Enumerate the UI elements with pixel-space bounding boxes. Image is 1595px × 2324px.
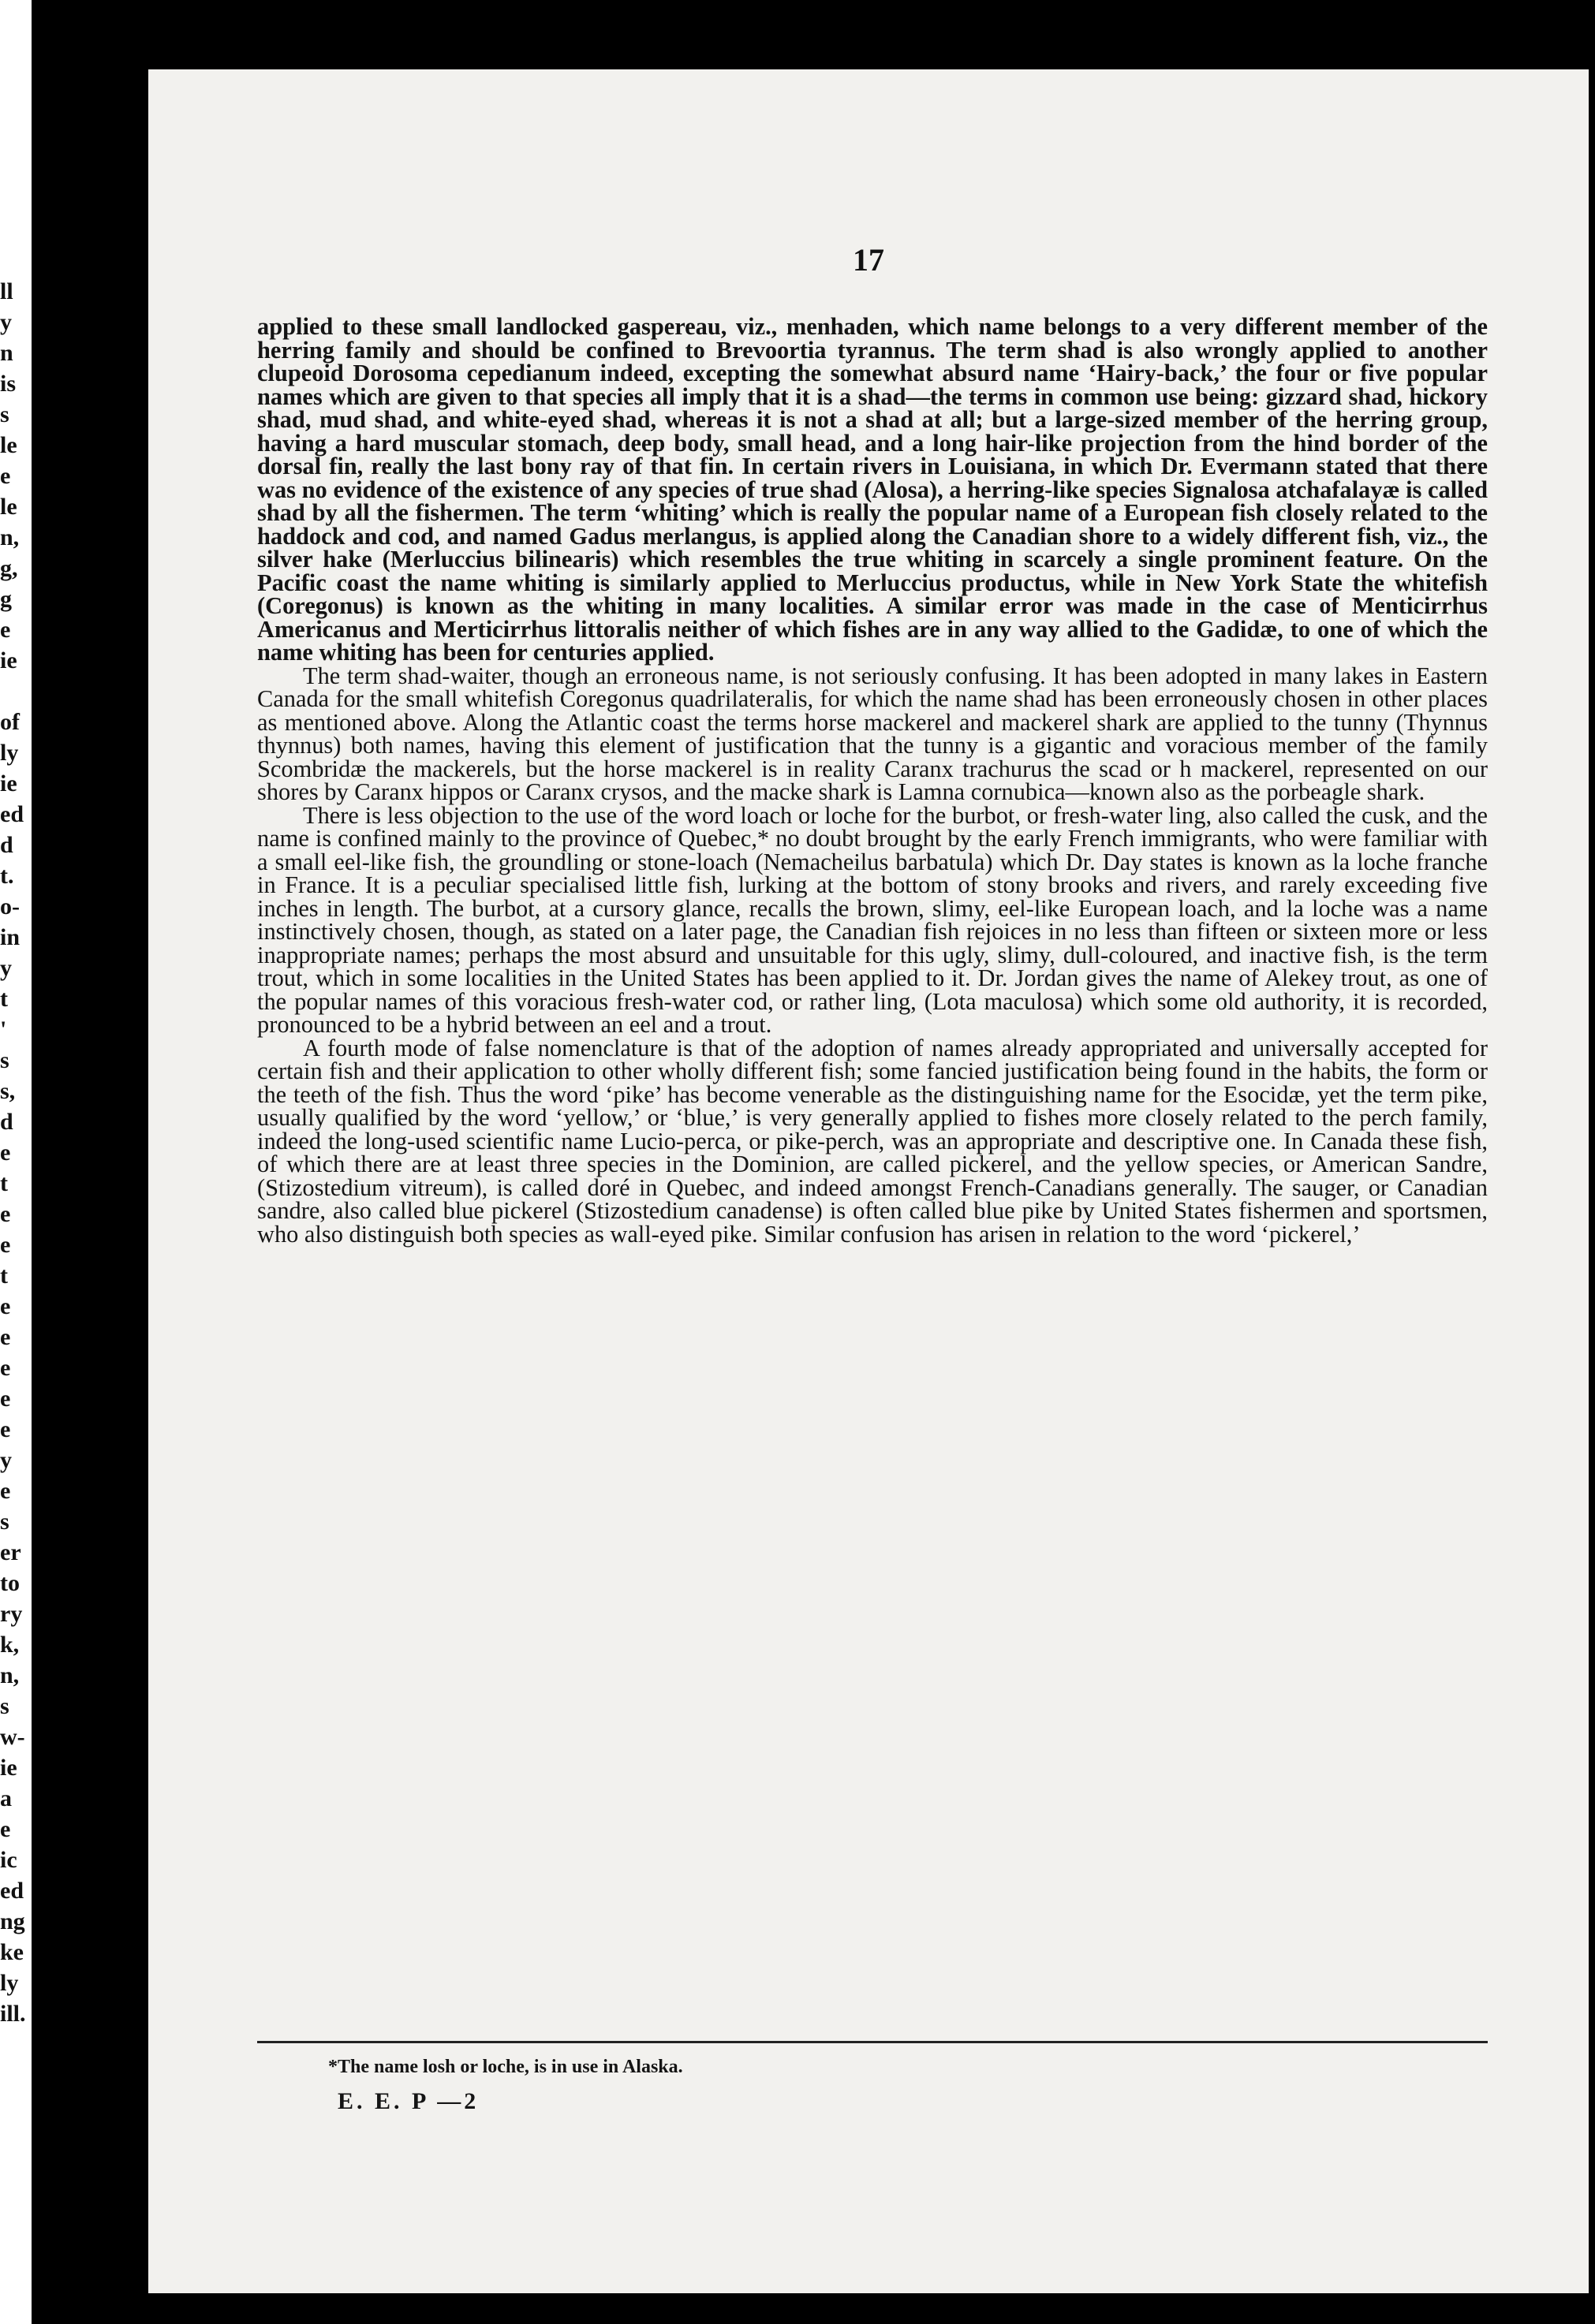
adjacent-page-fragment: ll [0, 278, 13, 304]
adjacent-page-fragment: t. [0, 863, 14, 889]
adjacent-page-text [0, 276, 32, 2029]
adjacent-page-fragment: s [0, 401, 9, 427]
adjacent-page-fragment: e [0, 1140, 11, 1166]
paragraph: The term shad-waiter, though an erroneous name, is not seriously confusing. It has been adopted in many lakes in Eastern Canada for the small whitefish Coregonus quadrilateralis, for which the name shad has been erroneously chosen in other places as mentioned above. Along the Atlantic coast the terms horse mackerel and mackerel shark are applied to the tunny (Thynnus thynnus) both names, having this element of justification that the tunny is a gigantic and voracious member of the family Scombridæ the mackerels, but the horse mackerel is in reality Caranx trachurus the scad or h mackerel, represented on our shores by Caranx hippos or Caranx crysos, and the macke shark is Lamna cornubica—known also as the porbeagle shark. [257, 662, 1488, 805]
adjacent-page-fragment: ' [0, 1017, 7, 1043]
signature-mark: E. E. P —2 [338, 2088, 480, 2114]
page-gutter [32, 0, 148, 2324]
adjacent-page-fragment: d [0, 1109, 13, 1135]
adjacent-page-fragment: s, [0, 1078, 16, 1104]
adjacent-page-fragment: w- [0, 1724, 25, 1750]
adjacent-page-fragment: a [0, 1785, 12, 1811]
adjacent-page-fragment: e [0, 617, 11, 643]
adjacent-page-fragment: e [0, 1416, 11, 1442]
adjacent-page-fragment: e [0, 1293, 11, 1319]
adjacent-page-fragment [0, 676, 32, 707]
adjacent-page-fragment: e [0, 1478, 11, 1504]
adjacent-page-fragment: s [0, 1693, 9, 1719]
adjacent-page-fragment: ry [0, 1601, 23, 1627]
adjacent-page-fragment: ie [0, 647, 17, 673]
adjacent-page-fragment: e [0, 1386, 11, 1412]
adjacent-page-fragment: e [0, 1201, 11, 1227]
adjacent-page-fragment: o- [0, 893, 20, 920]
adjacent-page-fragment: y [0, 309, 12, 335]
adjacent-page-fragment: to [0, 1570, 20, 1596]
adjacent-page-fragment: k, [0, 1632, 20, 1658]
adjacent-page-fragment: ie [0, 1755, 17, 1781]
adjacent-page-fragment: ly [0, 740, 19, 766]
adjacent-page-fragment: e [0, 463, 11, 489]
adjacent-page-fragment: n, [0, 524, 20, 550]
adjacent-page-fragment: ke [0, 1939, 24, 1965]
adjacent-page-fragment: of [0, 709, 20, 735]
adjacent-page-fragment: ie [0, 770, 17, 796]
adjacent-page-fragment: le [0, 494, 17, 520]
page-number: 17 [853, 242, 884, 278]
adjacent-page-fragment: t [0, 986, 8, 1012]
adjacent-page-fragment: ed [0, 801, 24, 827]
footnote: *The name losh or loche, is in use in Alaska. [328, 2057, 683, 2077]
adjacent-page-fragment: n, [0, 1662, 20, 1688]
adjacent-page-fragment: e [0, 1355, 11, 1381]
adjacent-page-fragment: ic [0, 1847, 17, 1873]
adjacent-page-fragment: ed [0, 1878, 24, 1904]
adjacent-page-fragment: g, [0, 555, 18, 581]
body-text [257, 315, 1488, 1246]
adjacent-page-fragment: ill. [0, 2001, 26, 2027]
adjacent-page-fragment: t [0, 1170, 8, 1196]
adjacent-page-fragment: ly [0, 1970, 19, 1996]
adjacent-page-fragment: e [0, 1324, 11, 1350]
adjacent-page-fragment: er [0, 1539, 21, 1565]
adjacent-page-fragment: n [0, 340, 13, 366]
adjacent-page-fragment: ng [0, 1908, 25, 1934]
adjacent-page-fragment: d [0, 832, 13, 858]
adjacent-page-fragment: in [0, 924, 21, 950]
paragraph: applied to these small landlocked gaspereau, viz., menhaden, which name belongs to a very different member of the herring family and should be confined to Brevoortia tyrannus. The term shad is also wrongly applied to another clupeoid Dorosoma cepedianum indeed, excepting the somewhat absurd name ‘Hairy-back,’ the four or five popular names which are given to that species all imply that it is a shad—the terms in common use being: gizzard shad, hickory shad, mud shad, and white-eyed shad, whereas it is not a shad at all; but a large-sized member of the herring group, having a hard muscular stomach, deep body, small head, and a long hair-like projection from the hind border of the dorsal fin, really the last bony ray of that fin. In certain rivers in Louisiana, in which Dr. Evermann stated that there was no evidence of the existence of any species of true shad (Alosa), a herring-like species Signalosa atchafalayæ is called shad by all the fishermen. The term ‘whiting’ which is really the popular name of a European fish closely related to the haddock and cod, and named Gadus merlangus, is applied along the Canadian shore to a widely different fish, viz., the silver hake (Merluccius bilinearis) which resembles the true whiting in scarcely a single prominent feature. On the Pacific coast the name whiting is similarly applied to Merluccius productus, while in New York State the whitefish (Coregonus) is known as the whiting in many localities. A similar error was made in the case of Menticirrhus Americanus and Merticirrhus littoralis neither of which fishes are in any way allied to the Gadidæ, to one of which the name whiting has been for centuries applied. [257, 313, 1488, 666]
adjacent-page-fragment: y [0, 1447, 12, 1473]
adjacent-page-fragment: is [0, 371, 17, 397]
footnote-divider [257, 2041, 1488, 2043]
adjacent-page-fragment: le [0, 432, 17, 458]
adjacent-page-fragment: e [0, 1232, 11, 1258]
document-page [148, 69, 1589, 2293]
adjacent-page-fragment: g [0, 586, 12, 612]
adjacent-page-fragment: e [0, 1816, 11, 1842]
adjacent-page-fragment: t [0, 1263, 8, 1289]
adjacent-page-fragment: s [0, 1509, 9, 1535]
adjacent-page-fragment: y [0, 955, 12, 981]
paragraph: There is less objection to the use of the word loach or loche for the burbot, or fresh-water ling, also called the cusk, and the name is confined mainly to the province of Quebec,* no doubt brought by the early French immigrants, who were familiar with a small eel-like fish, the groundling or stone-loach (Nemacheilus barbatula) which Dr. Day states is known as la loche franche in France. It is a peculiar specialised little fish, lurking at the bottom of stony brooks and rivers, and rarely exceeding five inches in length. The burbot, at a cursory glance, recalls the brown, slimy, eel-like European loach, and la loche was a name instinctively chosen, though, as stated on a later page, the Canadian fish rejoices in no less than fifteen or sixteen more or less inappropriate names; perhaps the most absurd and unsuitable for this ugly, slimy, dull-coloured, and inactive fish, is the term trout, which in some localities in the United States has been applied to it. Dr. Jordan gives the name of Alekey trout, as one of the popular names of this voracious fresh-water cod, or rather ling, (Lota maculosa) which some old authority, it is recorded, pronounced to be a hybrid between an eel and a trout. [257, 801, 1488, 1038]
paragraph: A fourth mode of false nomenclature is that of the adoption of names already appropriated and universally accepted for certain fish and their application to other wholly different fish; some fancied justification being found in the habits, the form or the teeth of the fish. Thus the word ‘pike’ has become venerable as the distinguishing name for the Esocidæ, yet the term pike, usually qualified by the word ‘yellow,’ or ‘blue,’ is very generally applied to fishes more closely related to the perch family, indeed the long-used scientific name Lucio-perca, or pike-perch, was an appropriate and descriptive one. In Canada these fish, of which there are at least three species in the Dominion, are called pickerel, and the yellow species, or American Sandre, (Stizostedium vitreum), is called doré in Quebec, and indeed amongst French-Canadians generally. The sauger, or Canadian sandre, also called blue pickerel (Stizostedium canadense) is often called blue pike by United States fishermen and sportsmen, who also distinguish both species as wall-eyed pike. Similar confusion has arisen in relation to the word ‘pickerel,’ [257, 1034, 1488, 1248]
adjacent-page-fragment: s [0, 1047, 9, 1073]
